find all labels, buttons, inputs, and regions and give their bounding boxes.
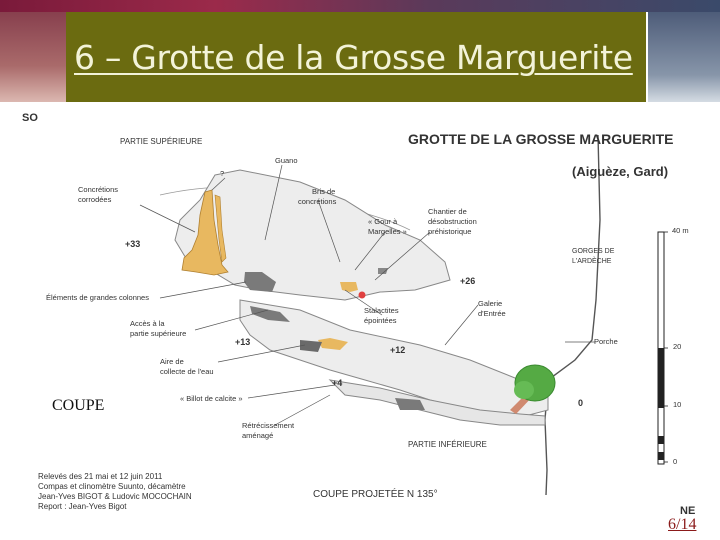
scale-bar [658, 232, 668, 464]
credit-line-2: Compas et clinomètre Suunto, décamètre [38, 482, 186, 491]
partie-inferieure-label: PARTIE INFÉRIEURE [408, 440, 487, 449]
diagram-location: (Aiguèze, Gard) [572, 164, 669, 179]
elevation-13: +13 [235, 337, 251, 347]
credit-line-3: Jean-Yves BIGOT & Ludovic MOCOCHAIN [38, 492, 192, 501]
cliff-profile [545, 135, 600, 495]
chantier-marker [359, 292, 366, 299]
label-elements-colonnes: Éléments de grandes colonnes [46, 293, 149, 302]
label-concretions-2: corrodées [78, 195, 112, 204]
scale-label-10: 10 [673, 400, 682, 409]
scale-label-top: 40 m [672, 226, 689, 235]
coupe-label: COUPE [52, 397, 105, 414]
label-billot: « Billot de calcite » [180, 394, 243, 403]
label-retrecissement-2: aménagé [242, 431, 274, 440]
coupe-projetee-label: COUPE PROJETÉE N 135° [313, 489, 438, 500]
label-stalactites-1: Stalactites [364, 306, 399, 315]
diagram-main-title: GROTTE DE LA GROSSE MARGUERITE [408, 131, 674, 147]
label-chantier-3: préhistorique [428, 227, 472, 236]
elevation-26: +26 [460, 276, 476, 286]
label-galerie-2: d'Entrée [478, 309, 506, 318]
label-aire-1: Aire de [160, 357, 184, 366]
page-number-link[interactable]: 6/14 [668, 516, 697, 533]
label-stalactites-2: épointées [364, 316, 397, 325]
label-acces-2: partie supérieure [130, 329, 187, 338]
label-porche: Porche [594, 337, 618, 346]
label-aire-2: collecte de l'eau [160, 367, 214, 376]
label-gour-2: Margelles » [368, 227, 407, 236]
label-retrecissement-1: Rétrécissement [242, 421, 295, 430]
credit-line-1: Relevés des 21 mai et 12 juin 2011 [38, 472, 163, 481]
rock-block-3 [300, 340, 322, 352]
label-chantier-1: Chantier de [428, 207, 467, 216]
elevation-12: +12 [390, 345, 406, 355]
credit-line-4: Report : Jean-Yves Bigot [38, 502, 127, 511]
gorges-label-2: L'ARDÈCHE [572, 258, 612, 265]
partie-superieure-label: PARTIE SUPÉRIEURE [120, 137, 203, 146]
orientation-so: SO [22, 112, 38, 124]
label-acces-1: Accès à la [130, 319, 165, 328]
slide-title: 6 – Grotte de la Grosse Marguerite [74, 38, 633, 77]
label-gour-1: « Gour à [368, 217, 398, 226]
label-concretions-1: Concrétions [78, 185, 119, 194]
elevation-0: 0 [578, 398, 584, 408]
scale-label-0: 0 [673, 457, 678, 466]
scale-label-20: 20 [673, 342, 682, 351]
label-galerie-1: Galerie [478, 299, 503, 308]
elevation-33: +33 [125, 239, 141, 249]
orientation-ne: NE [680, 505, 696, 517]
label-bris-2: concrétions [298, 197, 337, 206]
label-question: ? [220, 169, 225, 178]
label-bris-1: Bris de [312, 187, 336, 196]
label-chantier-2: désobstruction [428, 217, 477, 226]
elevation-4: +4 [332, 378, 343, 388]
label-guano: Guano [275, 156, 298, 165]
gorges-label-1: GORGES DE [572, 248, 615, 255]
